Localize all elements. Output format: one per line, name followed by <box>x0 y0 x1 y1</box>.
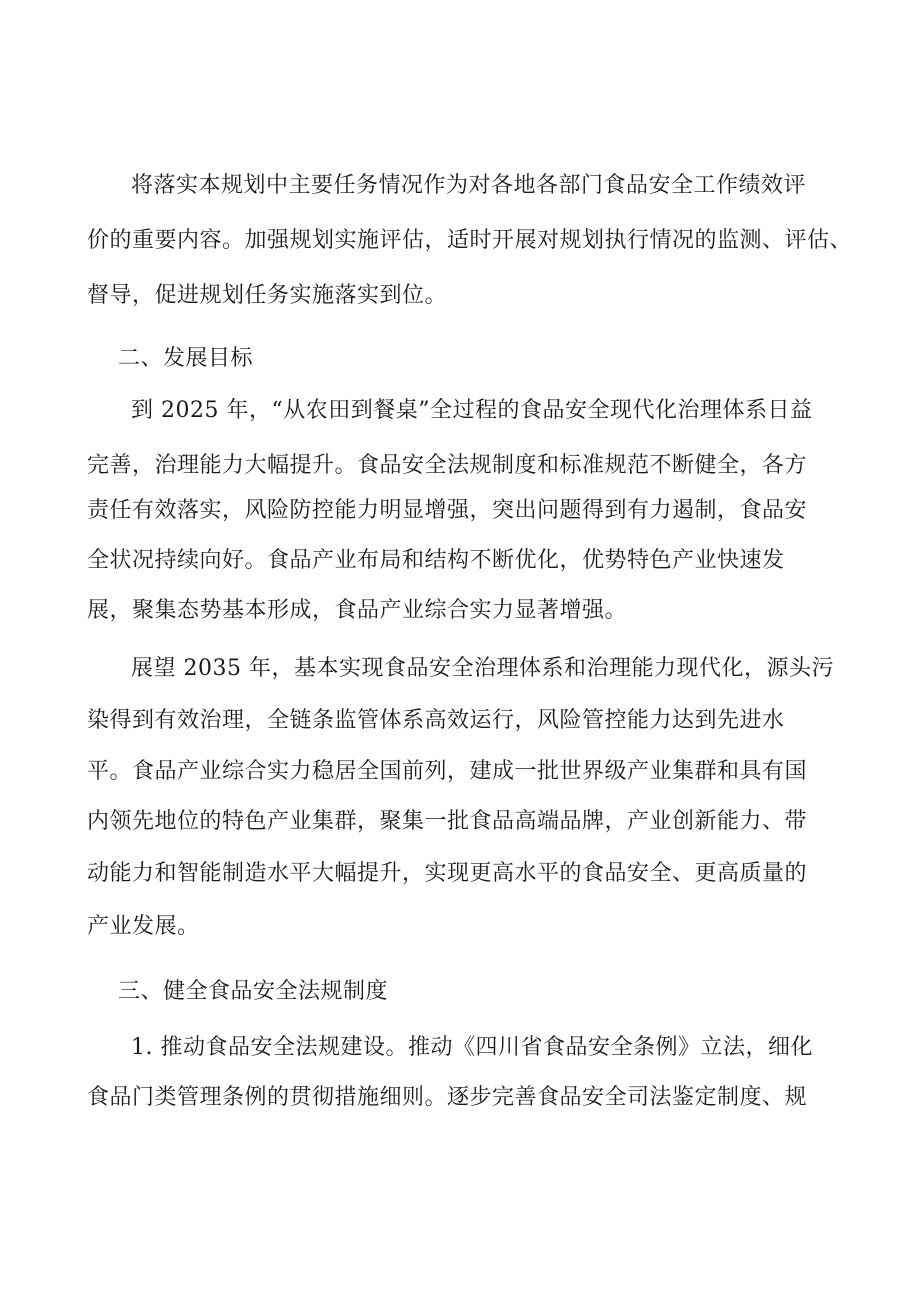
paragraph-line: 动能力和智能制造水平大幅提升，实现更高水平的食品安全、更高质量的 <box>87 861 808 886</box>
paragraph-line: 1. 推动食品安全法规建设。推动《四川省食品安全条例》立法，细化 <box>131 1035 813 1060</box>
paragraph-line: 责任有效落实，风险防控能力明显增强，突出问题得到有力遏制，食品安 <box>87 498 808 523</box>
paragraph-line: 染得到有效治理，全链条监管体系高效运行，风险管控能力达到先进水 <box>87 708 785 733</box>
paragraph-line: 完善，治理能力大幅提升。食品安全法规制度和标准规范不断健全，各方 <box>87 453 808 478</box>
paragraph-line: 展望 2035 年，基本实现食品安全治理体系和治理能力现代化，源头污 <box>131 656 834 681</box>
paragraph-line: 平。食品产业综合实力稳居全国前列，建成一批世界级产业集群和具有国 <box>87 759 808 784</box>
paragraph-line: 产业发展。 <box>87 914 200 939</box>
paragraph-line: 食品门类管理条例的贯彻措施细则。逐步完善食品安全司法鉴定制度、规 <box>87 1085 808 1110</box>
section-heading: 三、健全食品安全法规制度 <box>118 979 389 1004</box>
paragraph-line: 内领先地位的特色产业集群，聚集一批食品高端品牌，产业创新能力、带 <box>87 809 808 834</box>
paragraph-line: 到 2025 年，“从农田到餐桌”全过程的食品安全现代化治理体系日益 <box>131 398 813 423</box>
paragraph-line: 将落实本规划中主要任务情况作为对各地各部门食品安全工作绩效评 <box>131 173 807 198</box>
paragraph-line: 全状况持续向好。食品产业布局和结构不断优化，优势特色产业快速发 <box>87 548 785 573</box>
paragraph-line: 展，聚集态势基本形成，食品产业综合实力显著增强。 <box>87 598 628 623</box>
paragraph-line: 督导，促进规划任务实施落实到位。 <box>87 283 448 308</box>
paragraph-line: 价的重要内容。加强规划实施评估，适时开展对规划执行情况的监测、评估、 <box>87 228 853 253</box>
section-heading: 二、发展目标 <box>118 346 254 371</box>
